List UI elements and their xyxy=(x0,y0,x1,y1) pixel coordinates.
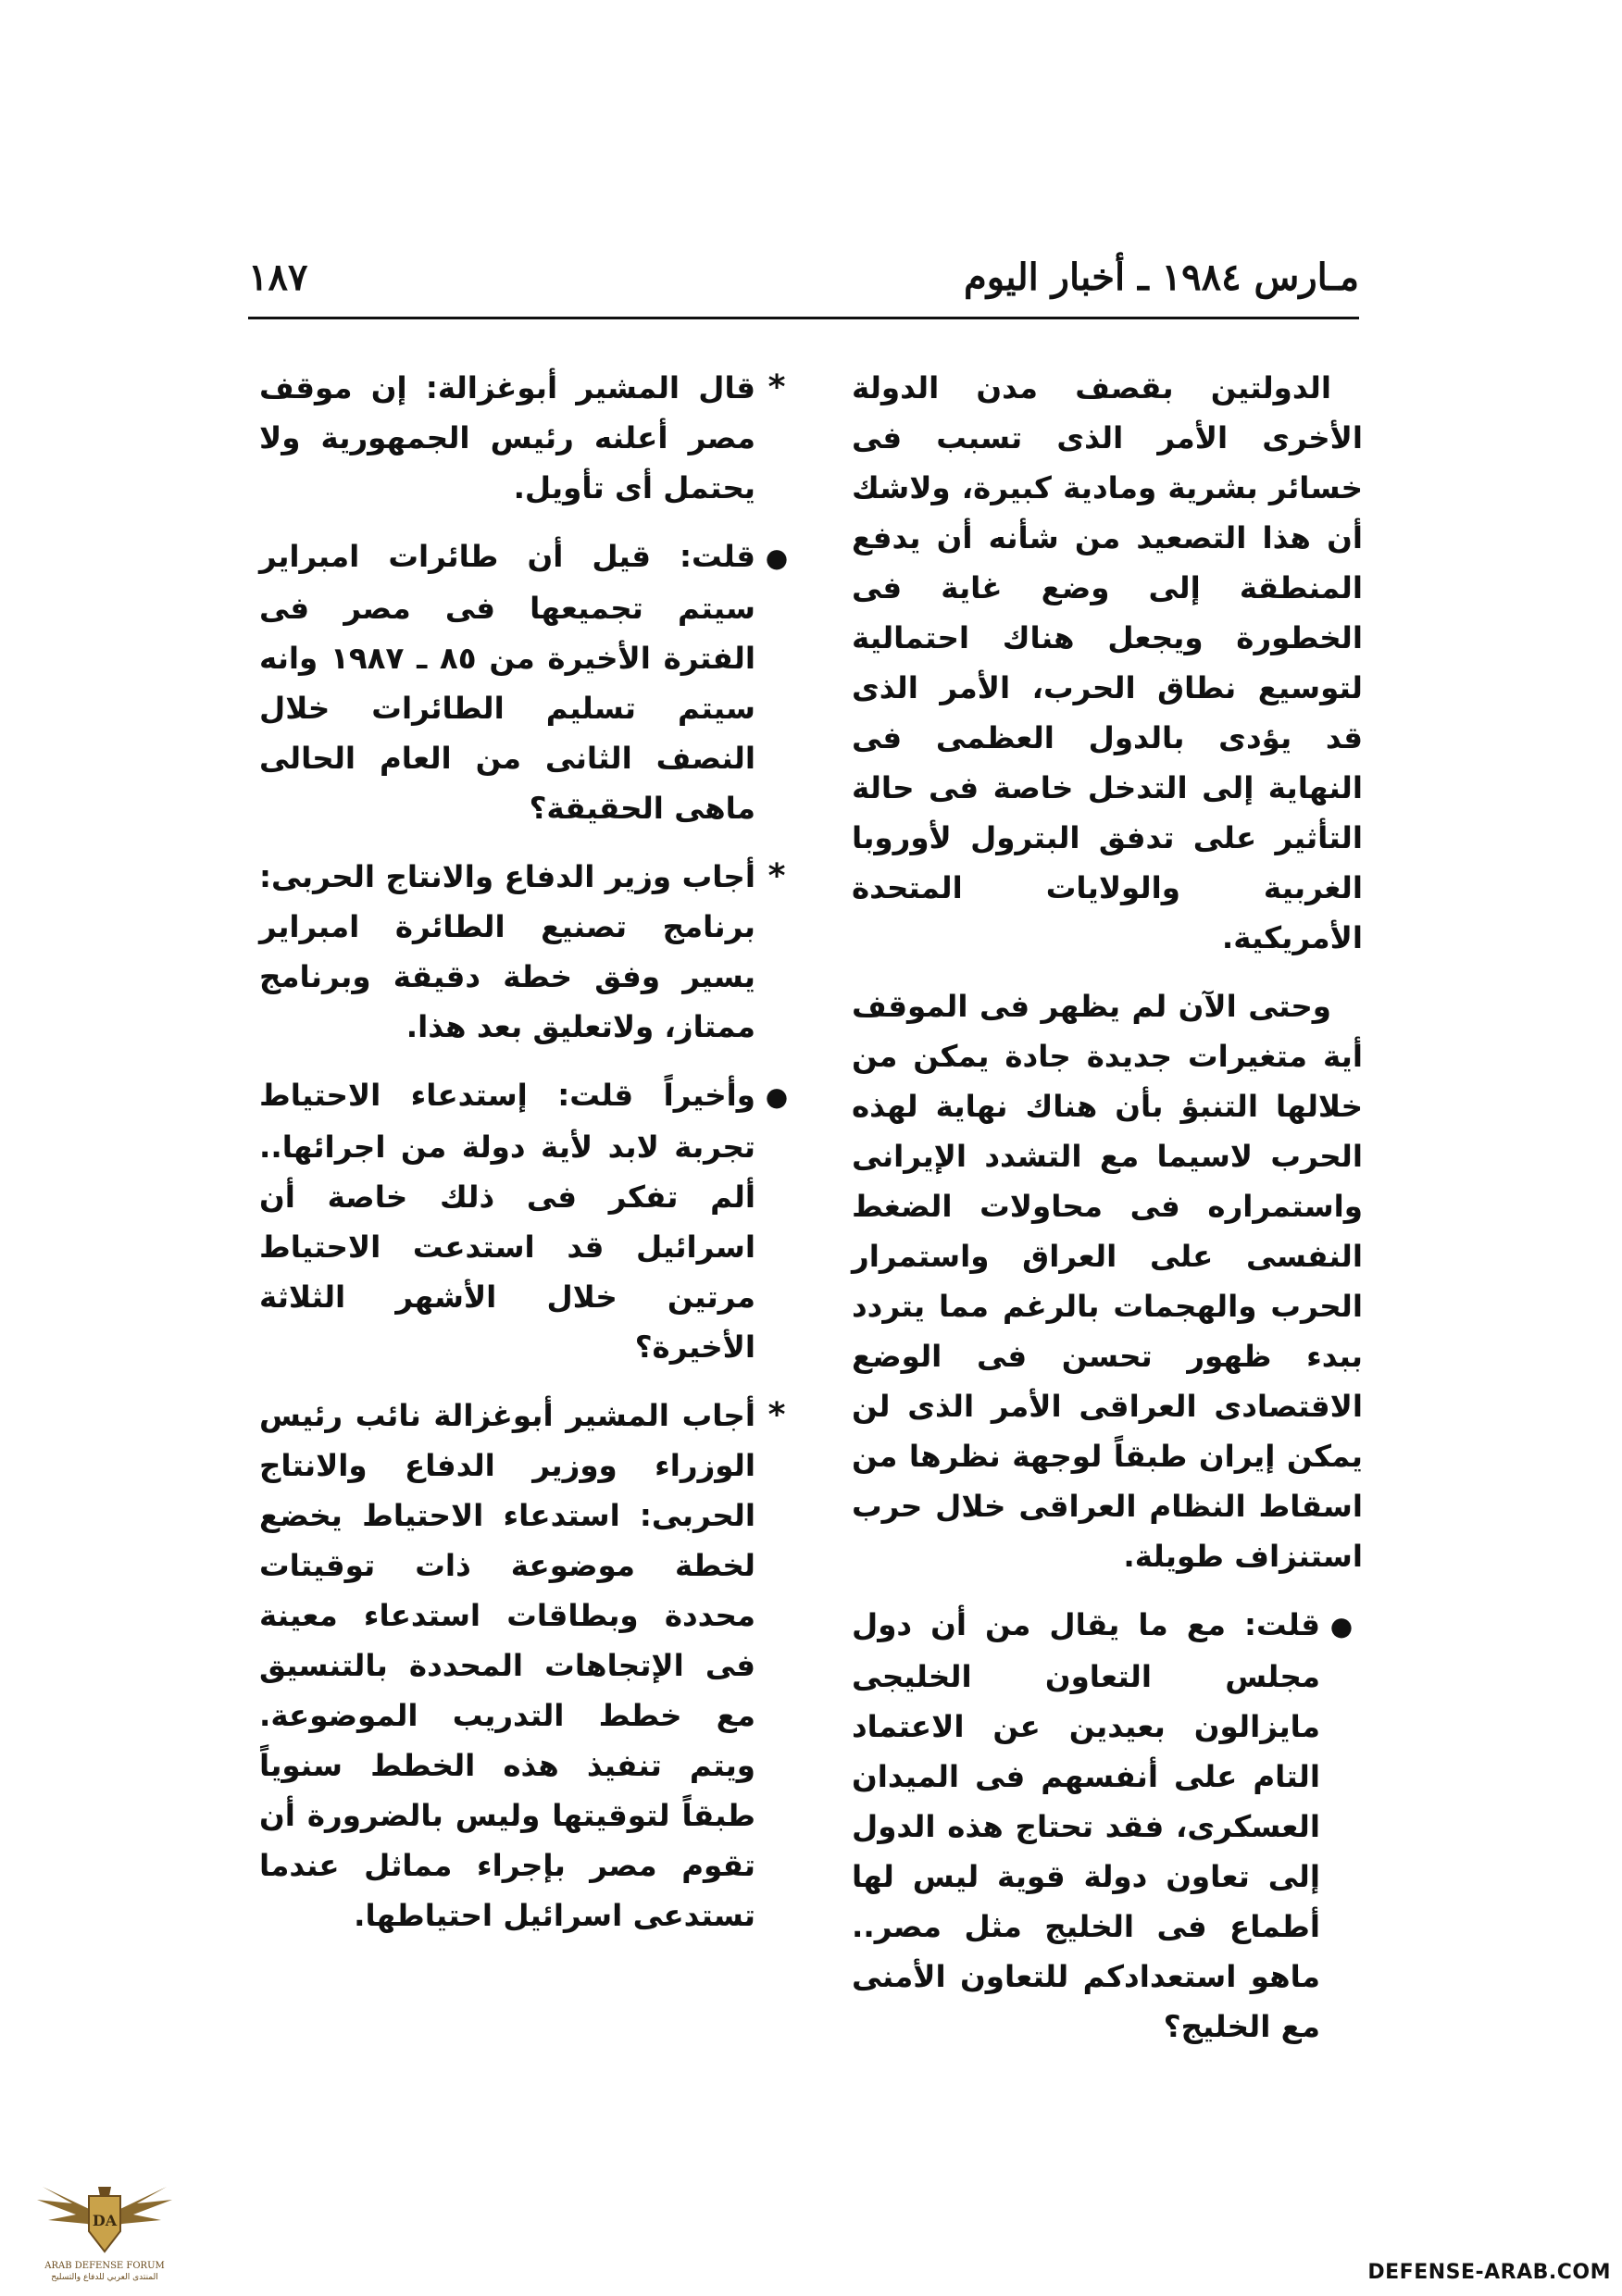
answer-text: أجاب المشير أبوغزالة نائب رئيس الوزراء ووزير الدفاع والانتاج الحربى: استدعاء الاحتياط يخضع لخطة موضوعة ذات توقيتات محددة وبطاقات استدعاء معينة فى الإتجاهات المحددة بالتنسيق مع خطط التدريب الموضوعة. ويتم تنفيذ هذه الخطط سنوياً طبقاً لتوقيتها وليس بالضرورة أن تقوم مصر بإجراء مماثل عندما تستدعى اسرائيل احتياطها. xyxy=(259,1398,755,1933)
paragraph: وحتى الآن لم يظهر فى الموقف أية متغيرات جديدة جادة يمكن من خلالها التنبؤ بأن هناك نهاية لهذه الحرب لاسيما مع التشدد الإيرانى واستمراره فى محاولات الضغط النفسى على العراق واستمرار الحرب والهجمات بالرغم مما يتردد ببدء ظهور تحسن فى الوضع الاقتصادى العراقى الأمر الذى لن يمكن إيران طبقاً لوجهة نظرها من اسقاط النظام العراقى خلال حرب استنزاف طويلة. xyxy=(852,989,1363,1574)
star-icon: * xyxy=(767,857,786,895)
answer-item xyxy=(259,363,798,513)
question-text: قلت: قيل أن طائرات امبراير سيتم تجميعها فى مصر فى الفترة الأخيرة من ٨٥ ـ ١٩٨٧ وانه سيتم تسليم الطائرات خلال النصف الثانى من العام الحالى ماهى الحقيقة؟ xyxy=(259,539,755,826)
answer-item xyxy=(259,852,798,1052)
question-text: قلت: مع ما يقال من أن دول مجلس التعاون الخليجى مايزالون بعيدين عن الاعتماد التام على أنفسهم فى الميدان العسكرى، فقد تحتاج هذه الدول إلى تعاون دولة قوية ليس لها أطماع فى الخليج مثل مصر.. ماهو استعدادكم للتعاون الأمنى مع الخليج؟ xyxy=(852,1607,1320,2044)
star-icon: * xyxy=(767,368,786,406)
logo-name: ARAB DEFENSE FORUM xyxy=(44,2261,165,2271)
bullet-icon: ● xyxy=(765,1081,789,1112)
answer-text: قال المشير أبوغزالة: إن موقف مصر أعلنه رئيس الجمهورية ولا يحتمل أى تأويل. xyxy=(259,370,755,505)
left-column xyxy=(259,363,798,1959)
question-item xyxy=(852,1600,1363,2052)
paragraph: الدولتين بقصف مدن الدولة الأخرى الأمر الذى تسبب فى خسائر بشرية ومادية كبيرة، ولاشك أن هذا التصعيد من شأنه أن يدفع المنطقة إلى وضع غاية فى الخطورة ويجعل هناك احتمالية لتوسيع نطاق الحرب، الأمر الذى قد يؤدى بالدول العظمى فى النهاية إلى التدخل خاصة فى حالة التأثير على تدفق البترول لأوروبا الغربية والولايات المتحدة الأمريكية. xyxy=(852,370,1363,955)
question-item xyxy=(259,1070,798,1372)
question-item xyxy=(259,531,798,833)
bullet-icon: ● xyxy=(765,543,789,573)
eagle-icon xyxy=(35,2159,174,2259)
header-title: مـارس ١٩٨٤ ـ أخبار اليوم xyxy=(963,256,1359,299)
page-header xyxy=(248,252,1359,319)
logo-initials: DA xyxy=(92,2212,118,2229)
answer-item xyxy=(259,1391,798,1940)
right-column xyxy=(852,363,1363,2070)
question-text: وأخيراً قلت: إستدعاء الاحتياط تجربة لابد لأية دولة من اجرائها.. ألم تفكر فى ذلك خاصة أن اسرائيل قد استدعت الاحتياط مرتين خلال الأشهر الثلاثة الأخيرة؟ xyxy=(259,1078,755,1365)
page-number: ١٨٧ xyxy=(248,256,308,299)
logo-arabic-name: المنتدى العربي للدفاع والتسليح xyxy=(51,2273,158,2282)
forum-logo[interactable] xyxy=(35,2159,174,2282)
site-watermark: DEFENSE-ARAB.COM xyxy=(1367,2261,1611,2284)
answer-text: أجاب وزير الدفاع والانتاج الحربى: برنامج تصنيع الطائرة امبراير يسير وفق خطة دقيقة وبرنامج ممتاز، ولاتعليق بعد هذا. xyxy=(259,859,755,1044)
star-icon: * xyxy=(767,1396,786,1434)
bullet-icon: ● xyxy=(1329,1611,1354,1641)
